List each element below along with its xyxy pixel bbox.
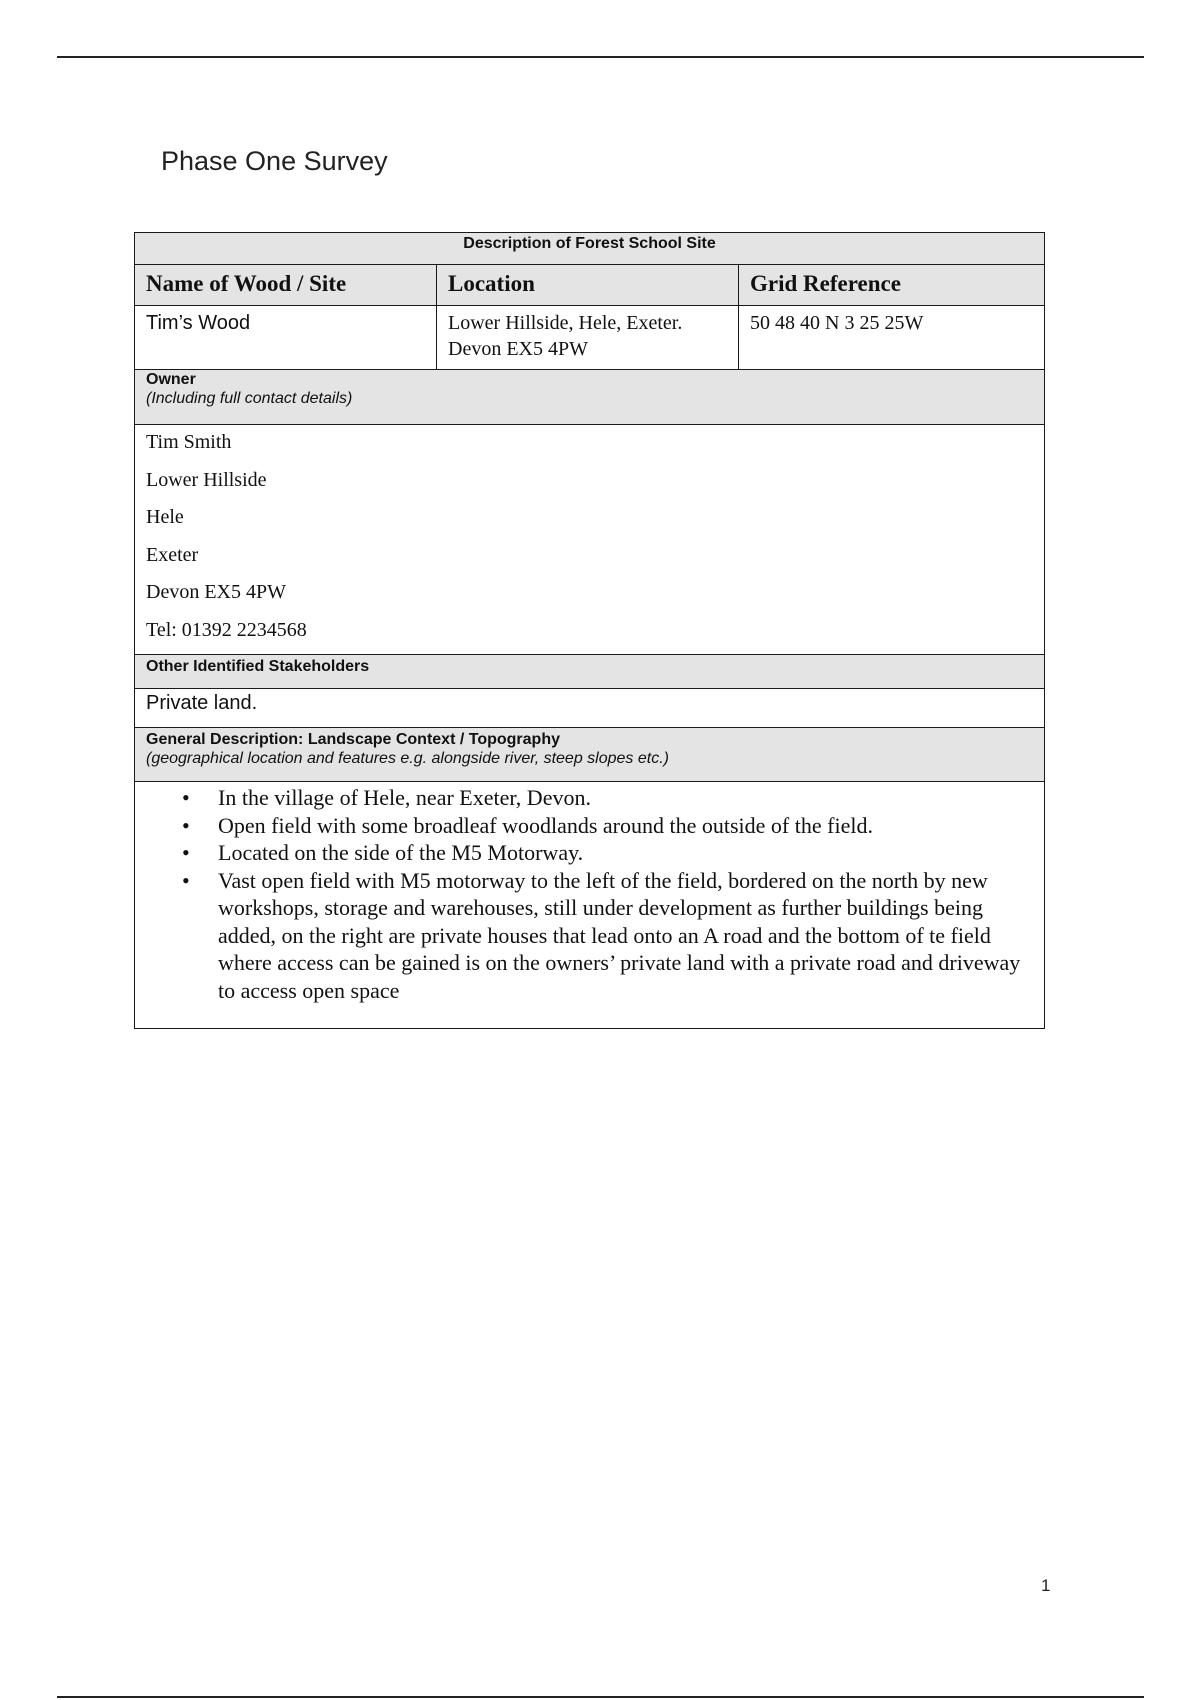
page-title: Phase One Survey [161,146,388,176]
bullet-icon: • [182,840,190,865]
owner-address-line: Exeter [146,543,199,566]
list-item [182,839,1026,867]
general-description-list [135,784,1026,1004]
stakeholders-section-header [135,655,1045,689]
list-item-text: Located on the side of the M5 Motorway. [218,840,584,865]
header-rule [57,56,1144,58]
owner-telephone: Tel: 01392 2234568 [146,618,307,641]
general-description-heading: General Description: Landscape Context / Topography [146,731,560,748]
bullet-icon: • [182,867,190,893]
column-header-name: Name of Wood / Site [135,265,437,306]
page-number: 1 [1041,1576,1051,1595]
bullet-icon: • [182,812,190,838]
general-description-subheading: (geographical location and features e.g. alongside river, steep slopes etc.) [146,750,669,767]
table-banner: Description of Forest School Site [135,233,1045,265]
owner-details [135,425,1045,655]
owner-name: Tim Smith [146,431,232,453]
list-item [182,867,1026,1005]
stakeholders-value: Private land. [135,689,1045,728]
list-item-text: Open field with some broadleaf woodlands around the outside of the field. [218,812,873,838]
footer-rule [57,1696,1144,1698]
owner-section-header [135,370,1045,425]
owner-address-line: Hele [146,506,184,528]
site-description-table [134,232,1045,1029]
grid-reference-cell [739,306,1045,370]
column-header-grid-reference: Grid Reference [739,265,1045,306]
site-name-cell [135,306,437,370]
general-description-body [135,782,1045,1029]
location-line-1: Lower Hillside, Hele, Exeter. [448,312,683,334]
general-description-header [135,728,1045,782]
list-item-text: In the village of Hele, near Exeter, Devon. [218,785,591,810]
column-header-location: Location [437,265,739,306]
owner-address-line: Devon EX5 4PW [146,581,286,603]
location-line-2: Devon EX5 4PW [448,338,588,360]
site-name-value: Tim’s Wood [146,312,251,334]
owner-heading: Owner [146,371,196,388]
stakeholders-heading: Other Identified Stakeholders [146,658,370,675]
owner-address-line: Lower Hillside [146,468,267,491]
bullet-icon: • [182,785,190,810]
list-item [182,812,1026,840]
list-item-text: Vast open field with M5 motorway to the left of the field, bordered on the north by new workshops, storage and warehouses, still under development as further buildings being added, on the right are private houses that lead onto an A road and the bottom of te field where access can be gained is on the owners’ private land with a private road and driveway to access open space [218,867,1021,1003]
grid-reference-value: 50 48 40 N 3 25 25W [750,312,924,334]
list-item [182,784,1026,812]
location-cell [437,306,739,370]
owner-subheading: (Including full contact details) [146,390,353,407]
